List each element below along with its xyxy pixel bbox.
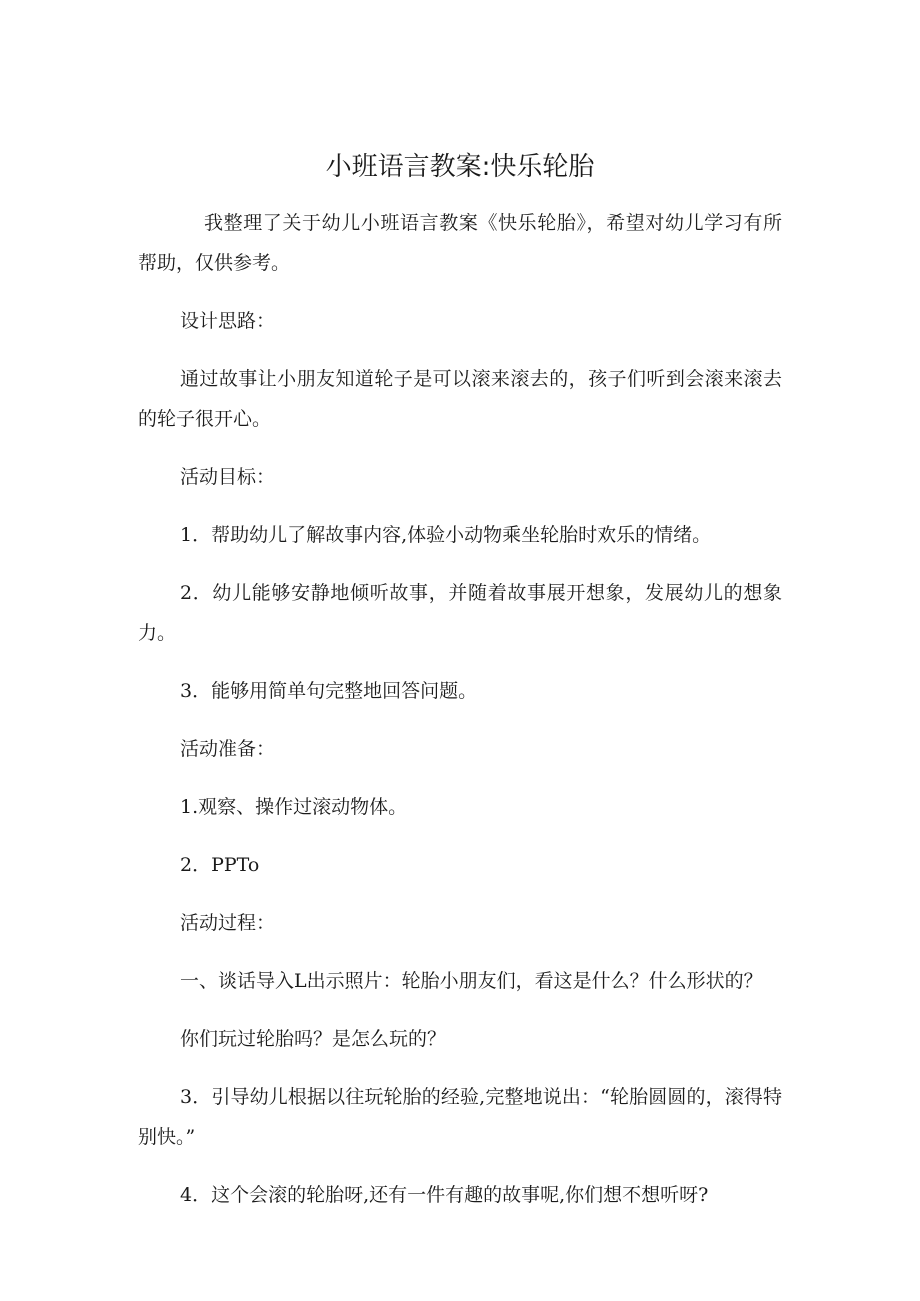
design-paragraph: 通过故事让小朋友知道轮子是可以滚来滚去的，孩子们听到会滚来滚去的轮子很开心。 bbox=[138, 368, 782, 430]
goal-item-3: 3．能够用简单句完整地回答问题。 bbox=[180, 680, 478, 702]
section-heading-process: 活动过程： bbox=[180, 912, 276, 934]
intro-paragraph: 我整理了关于幼儿小班语言教案《快乐轮胎》，希望对幼儿学习有所帮助，仅供参考。 bbox=[138, 212, 782, 274]
section-heading-goals: 活动目标： bbox=[180, 466, 276, 488]
document-title: 小班语言教案:快乐轮胎 bbox=[325, 152, 595, 182]
process-step-1: 一、谈话导入L出示照片：轮胎小朋友们，看这是什么？什么形状的？ bbox=[180, 970, 763, 992]
process-step-3: 3．引导幼儿根据以往玩轮胎的经验,完整地说出：“轮胎圆圆的，滚得特别快。” bbox=[138, 1086, 782, 1148]
preparation-item-1: 1.观察、操作过滚动物体。 bbox=[180, 796, 408, 818]
process-step-4: 4．这个会滚的轮胎呀,还有一件有趣的故事呢,你们想不想听呀? bbox=[180, 1184, 709, 1206]
section-heading-design: 设计思路： bbox=[180, 310, 276, 332]
goal-item-2: 2．幼儿能够安静地倾听故事，并随着故事展开想象，发展幼儿的想象力。 bbox=[138, 582, 782, 644]
goal-item-1: 1．帮助幼儿了解故事内容,体验小动物乘坐轮胎时欢乐的情绪。 bbox=[180, 524, 712, 546]
preparation-item-2: 2．PPTo bbox=[180, 854, 260, 876]
process-question: 你们玩过轮胎吗？是怎么玩的？ bbox=[180, 1028, 447, 1050]
section-heading-preparation: 活动准备： bbox=[180, 738, 276, 760]
document-body bbox=[138, 203, 782, 1233]
